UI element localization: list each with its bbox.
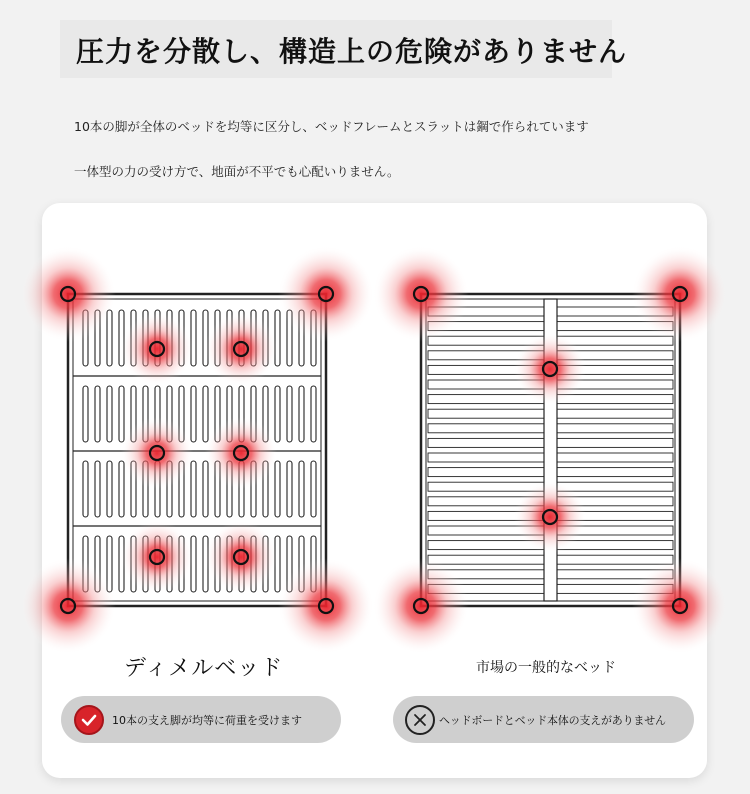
dimel-slat xyxy=(299,386,304,442)
dimel-slat xyxy=(95,386,100,442)
dimel-slat xyxy=(311,461,316,517)
dimel-slat xyxy=(107,461,112,517)
dimel-pressure-glow xyxy=(20,558,116,654)
dimel-slat xyxy=(287,386,292,442)
page-title: 圧力を分散し、構造上の危険がありません xyxy=(76,35,628,68)
description-line-1: 10本の脚が全体のベッドを均等に区分し、ベッドフレームとスラットは鋼で作られています xyxy=(74,119,589,134)
description-line-2: 一体型の力の受け方で、地面が不平でも心配いりません。 xyxy=(74,164,400,179)
generic-pressure-glow xyxy=(514,333,586,405)
dimel-slat xyxy=(275,461,280,517)
generic-bed-label: 市場の一般的なベッド xyxy=(476,660,616,676)
dimel-pressure-glow xyxy=(205,313,277,385)
dimel-slat xyxy=(275,386,280,442)
dimel-feature-text: 10本の支え脚が均等に荷重を受けます xyxy=(112,713,302,727)
generic-pressure-glow xyxy=(514,481,586,553)
dimel-pressure-glow xyxy=(278,558,374,654)
dimel-slat xyxy=(191,461,196,517)
dimel-slat xyxy=(83,461,88,517)
generic-pressure-glow xyxy=(373,558,469,654)
dimel-slat xyxy=(203,386,208,442)
dimel-slat xyxy=(191,386,196,442)
dimel-slat xyxy=(311,386,316,442)
dimel-pressure-glow xyxy=(121,313,193,385)
dimel-slat xyxy=(299,461,304,517)
check-icon xyxy=(74,705,104,735)
dimel-pressure-glow xyxy=(205,417,277,489)
dimel-slat xyxy=(107,386,112,442)
cross-icon xyxy=(405,705,435,735)
dimel-bed-label: ディメルベッド xyxy=(124,656,284,681)
dimel-pressure-glow xyxy=(20,246,116,342)
dimel-slat xyxy=(287,461,292,517)
generic-feature-pill xyxy=(393,696,694,743)
dimel-pressure-glow xyxy=(205,521,277,593)
dimel-slat xyxy=(203,461,208,517)
generic-pressure-glow xyxy=(373,246,469,342)
generic-pressure-glow xyxy=(632,246,728,342)
dimel-pressure-glow xyxy=(121,417,193,489)
dimel-pressure-glow xyxy=(278,246,374,342)
generic-pressure-glow xyxy=(632,558,728,654)
dimel-slat xyxy=(119,386,124,442)
generic-feature-text: ヘッドボードとベッド本体の支えがありません xyxy=(439,713,666,727)
dimel-pressure-glow xyxy=(121,521,193,593)
dimel-feature-pill xyxy=(61,696,341,743)
dimel-slat xyxy=(83,386,88,442)
dimel-slat xyxy=(95,461,100,517)
dimel-bed-diagram xyxy=(68,294,326,606)
dimel-slat xyxy=(119,461,124,517)
